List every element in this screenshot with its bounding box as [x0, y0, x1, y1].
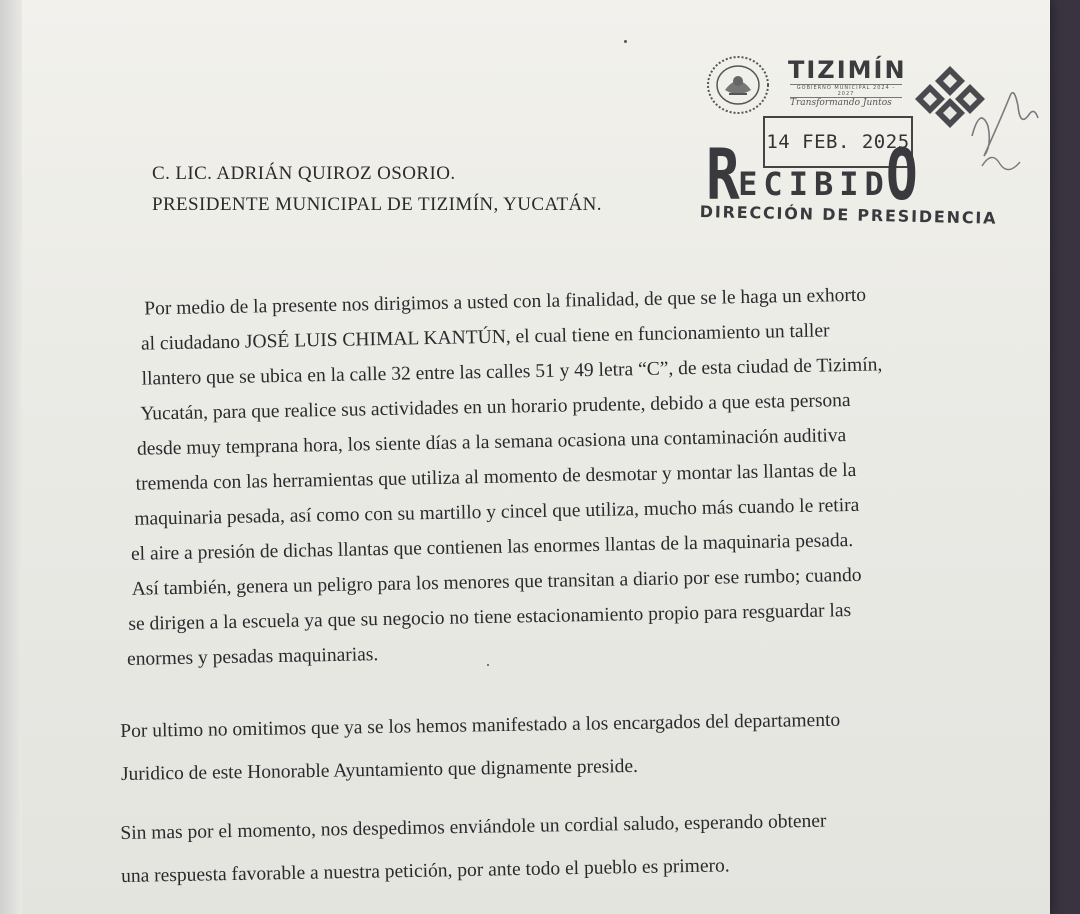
- paragraph-line: maquinaria pesada, así como con su martillo y cincel que utiliza, mucho más cuando le retira: [134, 494, 860, 530]
- recipient-title: PRESIDENTE MUNICIPAL DE TIZIMÍN, YUCATÁN.: [152, 194, 602, 215]
- paragraph-line: llantero que se ubica en la calle 32 entre las calles 51 y 49 letra “C”, de esta ciudad de Tizimín,: [141, 354, 883, 390]
- received-stamp: [706, 134, 928, 216]
- paragraph-line: Yucatán, para que realice sus actividades en un horario prudente, debido a que esta persona: [140, 389, 851, 425]
- ink-speck: [487, 664, 489, 666]
- paragraph-line: Por ultimo no omitimos que ya se los hemos manifestado a los encargados del departamento: [120, 709, 841, 742]
- paragraph-line: tremenda con las herramientas que utiliza al momento de desmotar y montar las llantas de la: [135, 459, 857, 495]
- logo-slogan: Transformando Juntos: [790, 98, 892, 108]
- municipal-seal-icon: [705, 54, 771, 116]
- paragraph-main: [120, 276, 947, 677]
- paragraph-line: Por medio de la presente nos dirigimos a usted con la finalidad, de que se le haga un exhorto: [144, 284, 867, 320]
- department-label: DIRECCIÓN DE PRESIDENCIA: [699, 202, 998, 228]
- page-edge: [0, 0, 22, 914]
- paragraph-line: Juridico de este Honorable Ayuntamiento que dignamente preside.: [120, 755, 639, 785]
- logo-subtitle: GOBIERNO MUNICIPAL 2024 - 2027: [790, 84, 902, 98]
- paragraph-second: [120, 697, 941, 796]
- paragraph-line: Sin mas por el momento, nos despedimos enviándole un cordial saludo, esperando obtener: [120, 810, 827, 844]
- received-stamp-middle: ECIBID: [738, 165, 890, 203]
- paragraph-line: el aire a presión de dichas llantas que contienen las enormes llantas de la maquinaria pesada.: [130, 529, 854, 565]
- paragraph-line: una respuesta favorable a nuestra petición, por ante todo el pueblo es primero.: [120, 855, 730, 887]
- recipient-name: C. LIC. ADRIÁN QUIROZ OSORIO.: [152, 163, 456, 184]
- received-stamp-first-letter: R: [706, 134, 740, 216]
- ink-speck: [624, 40, 627, 43]
- paragraph-line: al ciudadano JOSÉ LUIS CHIMAL KANTÚN, el cual tiene en funcionamiento un taller: [140, 320, 830, 355]
- handwritten-initials: [962, 76, 1042, 186]
- paragraph-line: enormes y pesadas maquinarias.: [126, 644, 379, 670]
- recipient-block: [152, 158, 602, 220]
- paragraph-closing: [120, 798, 941, 898]
- paragraph-line: se dirigen a la escuela ya que su negocio no tiene estacionamiento propio para resguardar las: [128, 600, 852, 635]
- received-stamp-last-letter: O: [885, 134, 918, 216]
- logo-title: TIZIMÍN: [788, 56, 907, 84]
- received-date-box: 14 FEB. 2025: [763, 116, 913, 168]
- paragraph-line: Así también, genera un peligro para los menores que transitan a diario por ese rumbo; cuando: [131, 564, 862, 600]
- paragraph-line: desde muy temprana hora, los siente días a la semana ocasiona una contaminación auditiva: [136, 425, 847, 460]
